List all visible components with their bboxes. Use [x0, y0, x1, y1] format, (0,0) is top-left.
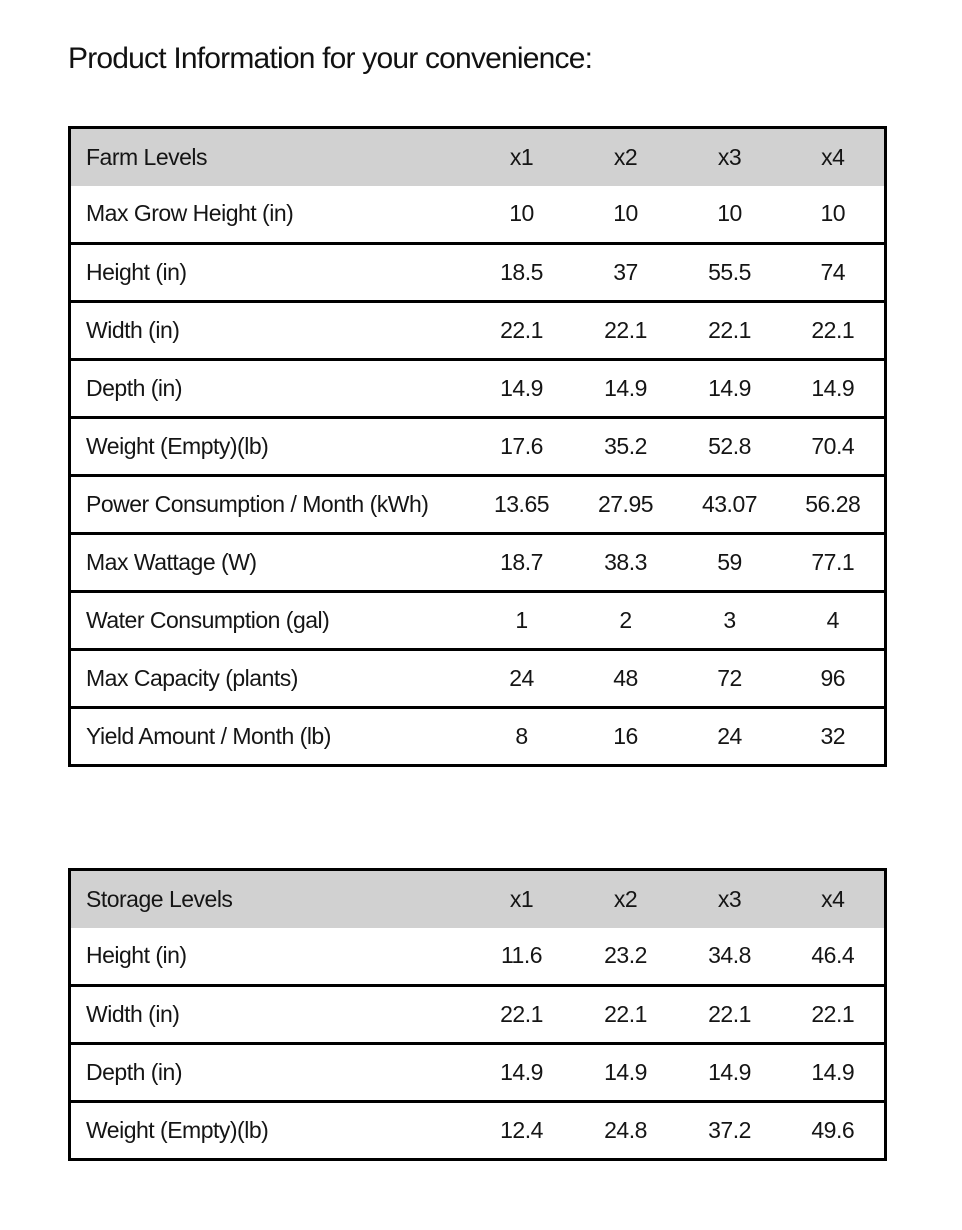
cell-value: 13.65 — [493, 491, 550, 517]
column-header-x3: x3 — [717, 143, 742, 170]
cell-value: 14.9 — [708, 1059, 751, 1085]
table-row — [70, 592, 886, 650]
farm-table-header-row — [70, 128, 886, 186]
cell-value: 96 — [820, 665, 846, 691]
row-label: Max Capacity (plants) — [86, 665, 298, 691]
column-header-x4: x4 — [821, 143, 845, 170]
table-row — [70, 244, 886, 302]
column-header-x3: x3 — [717, 885, 742, 912]
row-label: Height (in) — [86, 942, 187, 969]
row-label: Depth (in) — [86, 1059, 182, 1085]
table-row — [70, 986, 886, 1044]
storage-table-title: Storage Levels — [86, 885, 233, 912]
cell-value: 16 — [613, 723, 638, 749]
cell-value: 22.1 — [811, 1001, 855, 1027]
table-row — [70, 928, 886, 986]
cell-value: 38.3 — [604, 549, 647, 575]
cell-value: 70.4 — [811, 433, 855, 459]
cell-value: 3 — [723, 607, 736, 633]
farm-table-title: Farm Levels — [86, 143, 208, 170]
cell-value: 18.5 — [500, 259, 543, 285]
row-label: Water Consumption (gal) — [86, 607, 330, 633]
table-row — [70, 650, 886, 708]
row-label: Width (in) — [86, 317, 180, 343]
cell-value: 43.07 — [701, 491, 758, 517]
cell-value: 46.4 — [811, 942, 855, 969]
cell-value: 22.1 — [708, 317, 751, 343]
cell-value: 14.9 — [500, 1059, 543, 1085]
cell-value: 23.2 — [604, 942, 647, 969]
cell-value: 35.2 — [604, 433, 647, 459]
row-label: Max Grow Height (in) — [86, 200, 294, 227]
table-row — [70, 418, 886, 476]
table-row — [70, 1102, 886, 1160]
row-label: Weight (Empty)(lb) — [86, 433, 269, 459]
storage-table-header-row — [70, 870, 886, 928]
cell-value: 37.2 — [708, 1117, 751, 1143]
cell-value: 10 — [717, 200, 742, 227]
cell-value: 22.1 — [500, 317, 543, 343]
cell-value: 4 — [826, 607, 839, 633]
cell-value: 56.28 — [805, 491, 861, 517]
cell-value: 37 — [613, 259, 638, 285]
table-row — [70, 1044, 886, 1102]
cell-value: 24 — [509, 665, 534, 691]
cell-value: 48 — [613, 665, 638, 691]
cell-value: 24 — [717, 723, 742, 749]
cell-value: 10 — [613, 200, 638, 227]
row-label: Max Wattage (W) — [86, 549, 257, 575]
row-label: Power Consumption / Month (kWh) — [86, 491, 429, 517]
cell-value: 34.8 — [708, 942, 751, 969]
row-label: Weight (Empty)(lb) — [86, 1117, 269, 1143]
table-row — [70, 534, 886, 592]
page-title: Product Information for your convenience: — [68, 42, 593, 75]
cell-value: 22.1 — [708, 1001, 751, 1027]
cell-value: 74 — [820, 259, 846, 285]
column-header-x2: x2 — [613, 885, 638, 912]
storage-levels-table — [68, 868, 887, 1161]
column-header-x1: x1 — [509, 143, 534, 170]
cell-value: 8 — [515, 723, 528, 749]
cell-value: 14.9 — [500, 375, 543, 401]
farm-levels-table — [68, 126, 887, 767]
row-label: Depth (in) — [86, 375, 182, 401]
row-label: Height (in) — [86, 259, 187, 285]
cell-value: 14.9 — [811, 375, 855, 401]
cell-value: 10 — [509, 200, 534, 227]
cell-value: 24.8 — [604, 1117, 647, 1143]
table-row — [70, 360, 886, 418]
cell-value: 12.4 — [500, 1117, 543, 1143]
cell-value: 18.7 — [500, 549, 543, 575]
cell-value: 22.1 — [604, 1001, 647, 1027]
cell-value: 1 — [515, 607, 528, 633]
cell-value: 52.8 — [708, 433, 751, 459]
cell-value: 22.1 — [811, 317, 855, 343]
cell-value: 14.9 — [811, 1059, 855, 1085]
cell-value: 17.6 — [500, 433, 543, 459]
cell-value: 11.6 — [500, 942, 543, 969]
cell-value: 77.1 — [811, 549, 855, 575]
column-header-x2: x2 — [613, 143, 638, 170]
cell-value: 14.9 — [604, 375, 647, 401]
column-header-x4: x4 — [821, 885, 845, 912]
cell-value: 27.95 — [597, 491, 654, 517]
column-header-x1: x1 — [509, 885, 534, 912]
cell-value: 32 — [820, 723, 846, 749]
row-label: Width (in) — [86, 1001, 180, 1027]
cell-value: 55.5 — [708, 259, 751, 285]
cell-value: 14.9 — [604, 1059, 647, 1085]
cell-value: 14.9 — [708, 375, 751, 401]
cell-value: 10 — [820, 200, 846, 227]
cell-value: 22.1 — [604, 317, 647, 343]
cell-value: 59 — [717, 549, 742, 575]
table-row — [70, 186, 886, 244]
row-label: Yield Amount / Month (lb) — [86, 723, 331, 749]
table-row — [70, 302, 886, 360]
table-row — [70, 708, 886, 766]
cell-value: 49.6 — [811, 1117, 855, 1143]
cell-value: 2 — [619, 607, 632, 633]
table-row — [70, 476, 886, 534]
cell-value: 22.1 — [500, 1001, 543, 1027]
cell-value: 72 — [717, 665, 742, 691]
